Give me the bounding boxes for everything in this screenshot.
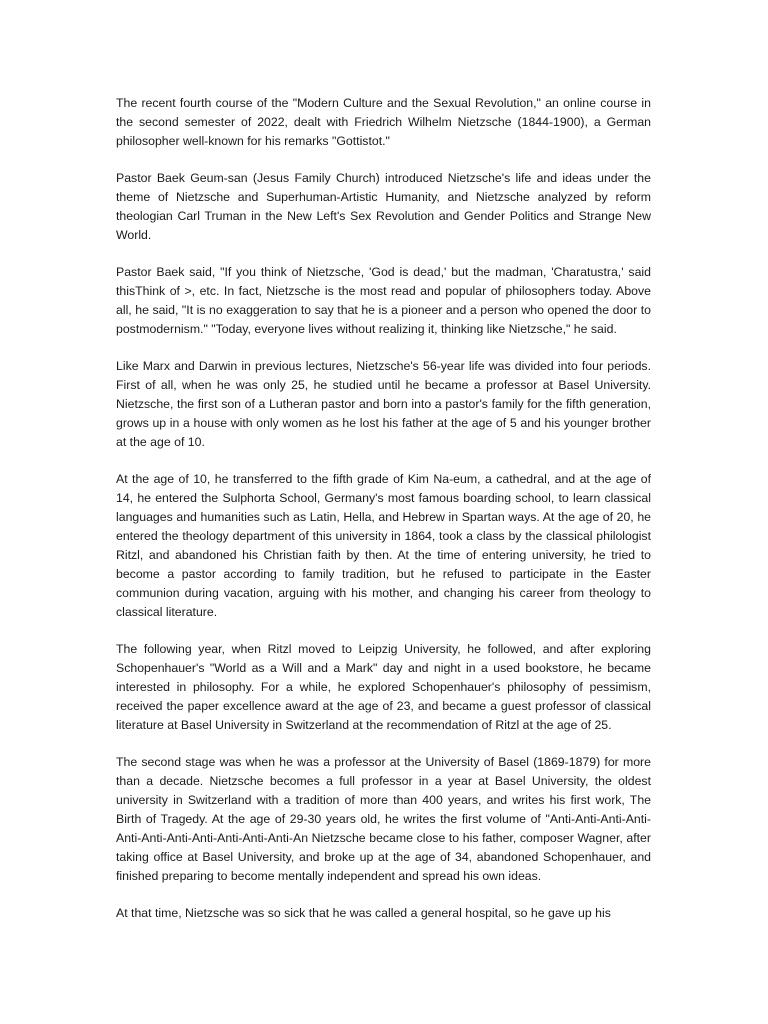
paragraph-6: The following year, when Ritzl moved to Leipzig University, he followed, and after exploring Schopenhauer's "World as a Will and a Mark" day and night in a used bookstore, he became interested in philosophy. For a while, he explored Schopenhauer's philosophy of pessimism, received the paper excellence award at the age of 23, and became a guest professor of classical literature at Basel University in Switzerland at the recommendation of Ritzl at the age of 25. [116, 642, 651, 732]
document-page [116, 94, 651, 941]
paragraph-2: Pastor Baek Geum-san (Jesus Family Church) introduced Nietzsche's life and ideas under the theme of Nietzsche and Superhuman-Artistic Humanity, and Nietzsche analyzed by reform theologian Carl Truman in the New Left's Sex Revolution and Gender Politics and Strange New World. [116, 171, 651, 242]
paragraph-8: At that time, Nietzsche was so sick that he was called a general hospital, so he gave up his [116, 906, 611, 920]
paragraph-3: Pastor Baek said, "If you think of Nietzsche, 'God is dead,' but the madman, 'Charatustra,' said thisThink of >, etc. In fact, Nietzsche is the most read and popular of philosophers today. Above all, he said, "It is no exaggeration to say that he is a pioneer and a person who opened the door to postmodernism." "Today, everyone lives without realizing it, thinking like Nietzsche," he said. [116, 265, 651, 336]
paragraph-5: At the age of 10, he transferred to the fifth grade of Kim Na-eum, a cathedral, and at the age of 14, he entered the Sulphorta School, Germany's most famous boarding school, to learn classical languages and humanities such as Latin, Hella, and Hebrew in Spartan ways. At the age of 20, he entered the theology department of this university in 1864, took a class by the classical philologist Ritzl, and abandoned his Christian faith by then. At the time of entering university, he tried to become a pastor according to family tradition, but he refused to participate in the Easter communion during vacation, arguing with his mother, and changing his career from theology to classical literature. [116, 472, 651, 619]
paragraph-7: The second stage was when he was a professor at the University of Basel (1869-1879) for more than a decade. Nietzsche becomes a full professor in a year at Basel University, the oldest university in Switzerland with a tradition of more than 400 years, and writes his first work, The Birth of Tragedy. At the age of 29-30 years old, he writes the first volume of "Anti-Anti-Anti-Anti-Anti-Anti-Anti-Anti-Anti-Anti-Anti-An Nietzsche became close to his father, composer Wagner, after taking office at Basel University, and broke up at the age of 34, abandoned Schopenhauer, and finished preparing to become mentally independent and spread his own ideas. [116, 755, 651, 883]
paragraph-4: Like Marx and Darwin in previous lectures, Nietzsche's 56-year life was divided into four periods. First of all, when he was only 25, he studied until he became a professor at Basel University. Nietzsche, the first son of a Lutheran pastor and born into a pastor's family for the fifth generation, grows up in a house with only women as he lost his father at the age of 5 and his younger brother at the age of 10. [116, 359, 651, 449]
paragraph-1: The recent fourth course of the "Modern Culture and the Sexual Revolution," an online course in the second semester of 2022, dealt with Friedrich Wilhelm Nietzsche (1844-1900), a German philosopher well-known for his remarks "Gottistot." [116, 96, 651, 148]
